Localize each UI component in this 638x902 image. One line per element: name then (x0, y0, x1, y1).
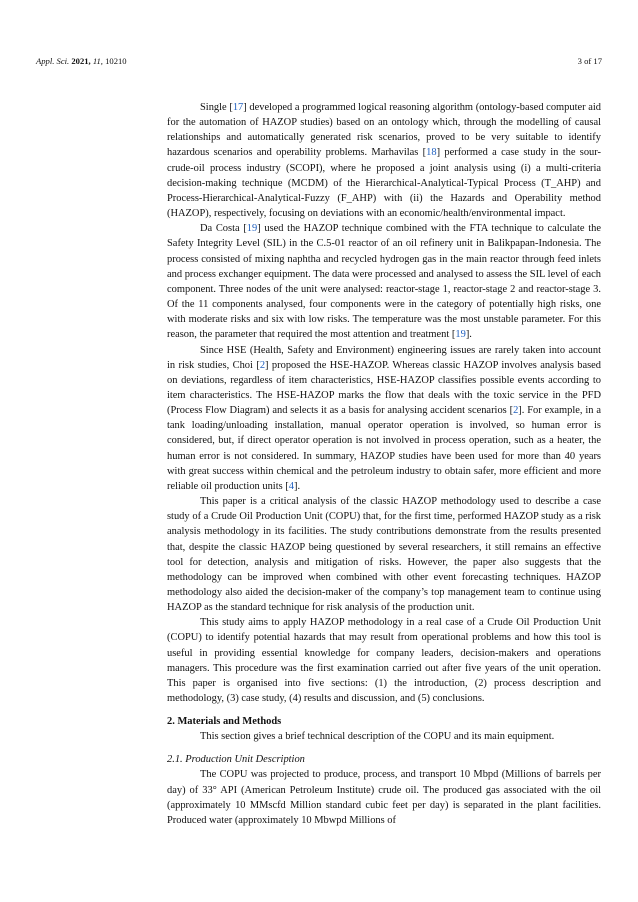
journal-year: 2021, (71, 56, 91, 66)
body-paragraph (167, 100, 601, 221)
paragraph-text: ] performed a case study in the sour-crude-oil process industry (SCOPI), where he proposed a joint analysis using (i) a multi-criteria decision-making technique (MCDM) of the Hierarchical-Analytical-Typical Process (T_AHP) and Process-Hierarchical-Analytical-Fuzzy (F_AHP) with (ii) the Hazards and Operability method (HAZOP), respectively, focusing on deviations with an economic/health/environmental impact. (167, 147, 601, 220)
article-body (167, 100, 601, 828)
subsection-paragraph: The COPU was projected to produce, process, and transport 10 Mbpd (Millions of barrels per day) of 33° API (American Petroleum Institute) crude oil. The produced gas associated with the oil (approximately 10 MMscfd Million standard cubic feet per day) is separated in the plant facilities. Produced water (approximately 10 Mbwpd Millions of (167, 769, 601, 826)
body-paragraph (167, 343, 601, 495)
reference-link[interactable]: 4 (288, 480, 294, 492)
paragraph-text: Single [ (200, 102, 233, 113)
journal-citation (36, 56, 127, 66)
reference-link[interactable]: 2 (259, 359, 266, 371)
body-paragraph (167, 221, 601, 342)
reference-link[interactable]: 19 (455, 329, 466, 341)
section-heading-materials-methods: 2. Materials and Methods (167, 716, 282, 728)
reference-link[interactable]: 18 (426, 147, 437, 159)
reference-link[interactable]: 17 (232, 102, 244, 113)
journal-volume: 11, (92, 56, 103, 66)
body-paragraph (167, 494, 601, 615)
journal-name: Appl. Sci. (36, 56, 70, 66)
paragraph-text: Da Costa [ (200, 223, 247, 235)
introduction-paragraphs (167, 100, 601, 706)
paragraph-text: ]. (465, 329, 472, 341)
section-intro-paragraph: This section gives a brief technical description of the COPU and its main equipment. (200, 731, 555, 743)
paragraph-text: ]. For example, in a tank loading/unloading installation, manual operator operation is involved, so human error is considered, but, if direct operator operation is not involved in process operation, such as a heater, the human error is not considered. In summary, HAZOP studies have been used for more than 40 years with great success within chemical and the petroleum industry to obtain safer, more efficient and more reliable oil production units [ (167, 405, 601, 492)
reference-link[interactable]: 19 (246, 223, 258, 235)
page-number: 3 of 17 (577, 56, 602, 66)
paragraph-text: This study aims to apply HAZOP methodology in a real case of a Crude Oil Production Unit (COPU) to identify potential hazards that may result from operational problems and how this tool is useful in providing essential knowledge for company leaders, decision-makers and operations managers. This procedure was the first examination carried out after five years of the unit operation. This paper is organised into five sections: (1) the introduction, (2) process description and methodology, (3) case study, (4) results and discussion, and (5) conclusions. (167, 617, 601, 705)
paragraph-text: ] proposed the HSE-HAZOP. Whereas classic HAZOP involves analysis based on deviations, regardless of item characteristics, HSE-HAZOP classifies possible events according to item characteristics. The HSE-HAZOP marks the flow that deals with the toxic service in the PFD (Process Flow Diagram) and selects it as a basis for analysing accident scenarios [ (167, 359, 601, 417)
paragraph-text: This paper is a critical analysis of the classic HAZOP methodology used to describe a case study of a Crude Oil Production Unit (COPU) that, for the first time, performed HAZOP study as a risk analysis methodology in its facilities. The study contributions demonstrate from the results presented that, despite the classic HAZOP being questioned by several researchers, it still remains an effective tool for detection, analysis and mitigation of risks. However, the paper also suggests that the methodology can be improved when combined with other event forecasting techniques. HAZOP methodology also aided the decision-maker of the company’s top management team to continue using HAZOP as the standard technique for risk analysis of the production unit. (167, 496, 601, 614)
paragraph-text: Since HSE (Health, Safety and Environment) engineering issues are rarely taken into account in risk studies, Choi [ (167, 344, 601, 371)
paragraph-text: ] developed a programmed logical reasoning algorithm (ontology-based computer aid for the automation of HAZOP studies) based on an ontology which, through the modelling of causal relationships and automatically generated risk scenarios, proved to be very suitable to identify hazardous scenarios and operability problems. Marhavilas [ (167, 102, 602, 159)
paragraph-text: ]. (293, 480, 301, 492)
reference-link[interactable]: 2 (513, 405, 519, 417)
body-paragraph (167, 615, 601, 706)
paragraph-text: ] used the HAZOP technique combined with the FTA technique to calculate the Safety Integrity Level (SIL) in the C.5-01 reactor of an oil refinery unit in Balikpapan-Indonesia. The process consisted of mixing naphtha and recycled hydrogen gas in the main reactor through feed inlets and process exchanger equipment. The data were processed and analysed to assess the SIL level of each component. Three nodes of the unit were analysed: reactor-stage 1, reactor-stage 2 and reactor-stage 3. Of the 11 components analysed, four components were in the category of potentially high risks, one with moderate risks and six with low risks. The temperature was the most unstable parameter. For this reason, the parameter that required the most attention and treatment [ (167, 223, 601, 341)
article-number: 10210 (105, 56, 127, 66)
page-header (36, 56, 602, 70)
subsection-heading-production-unit: 2.1. Production Unit Description (167, 754, 305, 766)
